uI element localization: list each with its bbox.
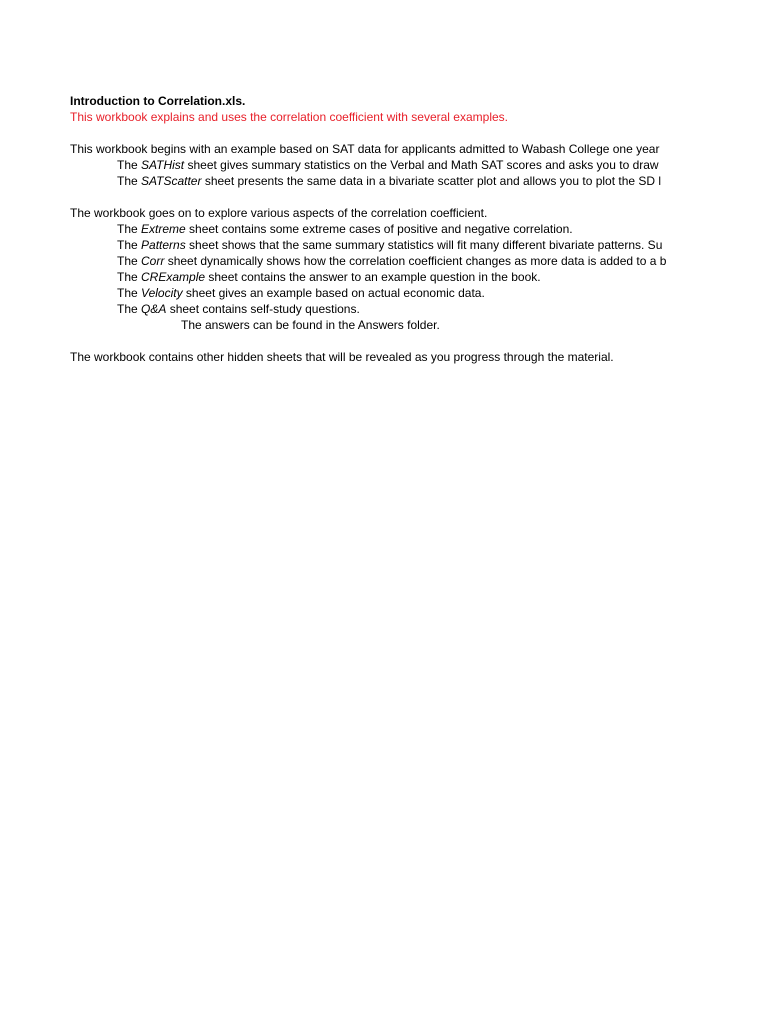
document-subtitle: This workbook explains and uses the correlation coefficient with several examples. [70, 110, 508, 124]
crexample-post: sheet contains the answer to an example question in the book. [205, 270, 541, 284]
satscatter-line [117, 174, 661, 189]
satscatter-post: sheet presents the same data in a bivariate scatter plot and allows you to plot the SD l [201, 174, 662, 188]
patterns-post: sheet shows that the same summary statistics will fit many different bivariate patterns. Su [185, 238, 663, 252]
extreme-post: sheet contains some extreme cases of positive and negative correlation. [185, 222, 573, 236]
sathist-sheet-name: SATHist [141, 158, 185, 172]
qa-pre: The [117, 302, 142, 316]
corr-line [117, 254, 666, 269]
corr-sheet-name: Corr [141, 254, 165, 268]
sathist-post: sheet gives summary statistics on the Verbal and Math SAT scores and asks you to draw [184, 158, 659, 172]
crexample-line [117, 270, 541, 285]
sathist-line [117, 158, 659, 173]
document-title: Introduction to Correlation.xls. [70, 94, 246, 108]
qa-post: sheet contains self-study questions. [166, 302, 360, 316]
patterns-pre: The [117, 238, 142, 252]
extreme-pre: The [117, 222, 142, 236]
answers-note: The answers can be found in the Answers folder. [181, 318, 440, 332]
crexample-pre: The [117, 270, 142, 284]
intro-paragraph: This workbook begins with an example based on SAT data for applicants admitted to Wabash College one year [70, 142, 660, 156]
corr-pre: The [117, 254, 142, 268]
velocity-line [117, 286, 485, 301]
velocity-post: sheet gives an example based on actual economic data. [182, 286, 485, 300]
extreme-line [117, 222, 573, 237]
qa-line [117, 302, 360, 317]
velocity-sheet-name: Velocity [141, 286, 183, 300]
corr-post: sheet dynamically shows how the correlation coefficient changes as more data is added to a b [164, 254, 667, 268]
velocity-pre: The [117, 286, 142, 300]
explore-paragraph: The workbook goes on to explore various aspects of the correlation coefficient. [70, 206, 488, 220]
satscatter-sheet-name: SATScatter [141, 174, 202, 188]
satscatter-pre: The [117, 174, 142, 188]
patterns-line [117, 238, 662, 253]
sathist-pre: The [117, 158, 142, 172]
crexample-sheet-name: CRExample [141, 270, 206, 284]
extreme-sheet-name: Extreme [141, 222, 186, 236]
hidden-sheets-paragraph: The workbook contains other hidden sheets that will be revealed as you progress through the material. [70, 350, 614, 364]
patterns-sheet-name: Patterns [141, 238, 186, 252]
worksheet-text-area [70, 94, 686, 374]
qa-sheet-name: Q&A [141, 302, 167, 316]
